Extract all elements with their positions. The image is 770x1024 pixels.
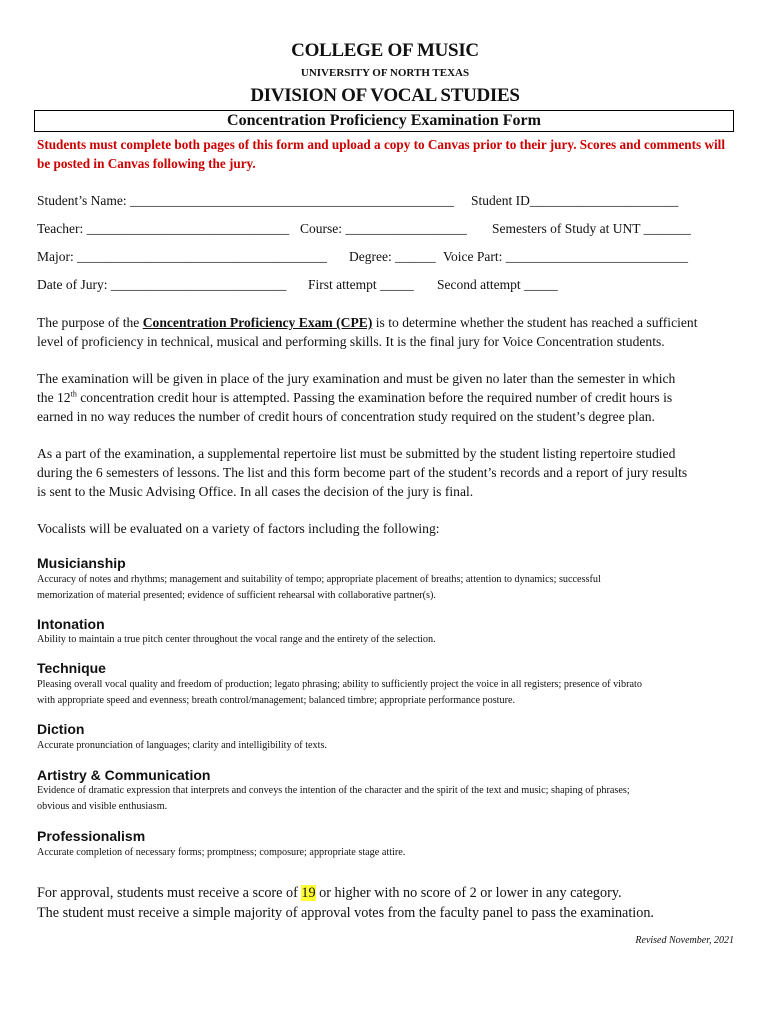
major-field[interactable]: Major: _____________________________________ xyxy=(37,249,327,264)
category-description xyxy=(37,677,737,708)
approval-criteria xyxy=(37,884,737,923)
purpose-text-start: The purpose of the xyxy=(37,315,143,330)
repertoire-line-2: during the 6 semesters of lessons. The list and this form become part of the student’s records and a report of jury results xyxy=(37,465,688,481)
upload-notice xyxy=(37,135,737,173)
first-attempt-field[interactable]: First attempt _____ xyxy=(308,277,414,292)
university-heading: UNIVERSITY OF NORTH TEXAS xyxy=(300,67,470,79)
repertoire-line-1: As a part of the examination, a supplemental repertoire list must be submitted by the student listing repertoire studied xyxy=(37,446,676,461)
category-description xyxy=(37,845,737,861)
teacher-field[interactable]: Teacher: ______________________________ xyxy=(37,221,290,236)
college-heading: COLLEGE OF MUSIC xyxy=(291,40,479,61)
course-field[interactable]: Course: __________________ xyxy=(300,221,467,236)
purpose-text-end: is to determine whether the student has reached a sufficient xyxy=(372,315,698,330)
category-description xyxy=(37,738,737,754)
category-desc-line: Accurate completion of necessary forms; promptness; composure; appropriate stage attire. xyxy=(37,847,406,858)
division-heading: DIVISION OF VOCAL STUDIES xyxy=(250,85,520,106)
category-desc-line: obvious and visible enthusiasm. xyxy=(37,800,168,812)
category-desc-line: memorization of material presented; evidence of sufficient rehearsal with collaborative partner(s). xyxy=(37,589,436,601)
category-title: Intonation xyxy=(37,616,105,632)
category-title: Diction xyxy=(37,721,85,737)
approval-text-end: or higher with no score of 2 or lower in any category. xyxy=(315,885,622,901)
degree-field[interactable]: Degree: ______ xyxy=(349,249,436,264)
category-desc-line: with appropriate speed and evenness; breath control/management; balanced timbre; appropriate performance posture. xyxy=(37,694,516,706)
voice-part-field[interactable]: Voice Part: ___________________________ xyxy=(443,249,688,264)
category-desc-line: Ability to maintain a true pitch center throughout the vocal range and the entirety of the selection. xyxy=(37,634,436,645)
category-title: Artistry & Communication xyxy=(37,767,211,783)
category-desc-line: Pleasing overall vocal quality and freedom of production; legato phrasing; ability to sufficiently project the voice in all registers; presence of vibrato xyxy=(37,679,642,690)
semesters-field[interactable]: Semesters of Study at UNT _______ xyxy=(492,221,691,236)
category-desc-line: Accurate pronunciation of languages; clarity and intelligibility of texts. xyxy=(37,740,327,751)
notice-line-1: Students must complete both pages of this form and upload a copy to Canvas prior to their jury. Scores and comments will xyxy=(37,137,725,152)
revision-date: Revised November, 2021 xyxy=(635,935,734,946)
timing-line-3: earned in no way reduces the number of credit hours of concentration study required on the student’s degree plan. xyxy=(37,409,655,425)
timing-line-1: The examination will be given in place of the jury examination and must be given no later than the semester in which xyxy=(37,371,676,386)
timing-line-2-end: concentration credit hour is attempted. Passing the examination before the required number of credit hours is xyxy=(76,390,673,406)
approval-line-2: The student must receive a simple majority of approval votes from the faculty panel to pass the examination. xyxy=(37,904,654,921)
date-of-jury-field[interactable]: Date of Jury: __________________________ xyxy=(37,277,287,292)
evaluation-intro: Vocalists will be evaluated on a variety of factors including the following: xyxy=(37,521,440,536)
repertoire-line-3: is sent to the Music Advising Office. In all cases the decision of the jury is final. xyxy=(37,484,474,500)
category-description xyxy=(37,632,737,648)
purpose-paragraph xyxy=(37,313,737,351)
ordinal-suffix: th xyxy=(70,389,77,399)
timing-paragraph xyxy=(37,369,737,427)
student-name-field[interactable]: Student’s Name: ________________________________________________ xyxy=(37,193,454,208)
form-title: Concentration Proficiency Examination Form xyxy=(34,110,734,132)
category-desc-line: Evidence of dramatic expression that interprets and conveys the intention of the character and the spirit of the text and music; shaping of phrases; xyxy=(37,785,630,796)
category-description xyxy=(37,572,737,603)
student-id-field[interactable]: Student ID______________________ xyxy=(471,193,679,208)
second-attempt-field[interactable]: Second attempt _____ xyxy=(437,277,558,292)
category-title: Musicianship xyxy=(37,555,126,571)
timing-line-2-start: the 12 xyxy=(37,390,71,406)
purpose-line-2: level of proficiency in technical, musical and performing skills. It is the final jury for Voice Concentration students. xyxy=(37,334,665,350)
category-title: Technique xyxy=(37,660,106,676)
category-desc-line: Accuracy of notes and rhythms; management and suitability of tempo; appropriate placement of breaths; attention to dynamics; successful xyxy=(37,574,601,585)
approval-text-start: For approval, students must receive a score of xyxy=(37,885,302,901)
approval-score: 19 xyxy=(301,885,316,901)
notice-line-2: be posted in Canvas following the jury. xyxy=(37,156,256,171)
category-description xyxy=(37,783,737,814)
cpe-link[interactable]: Concentration Proficiency Exam (CPE) xyxy=(142,315,373,330)
category-title: Professionalism xyxy=(37,828,146,844)
repertoire-paragraph xyxy=(37,444,737,502)
